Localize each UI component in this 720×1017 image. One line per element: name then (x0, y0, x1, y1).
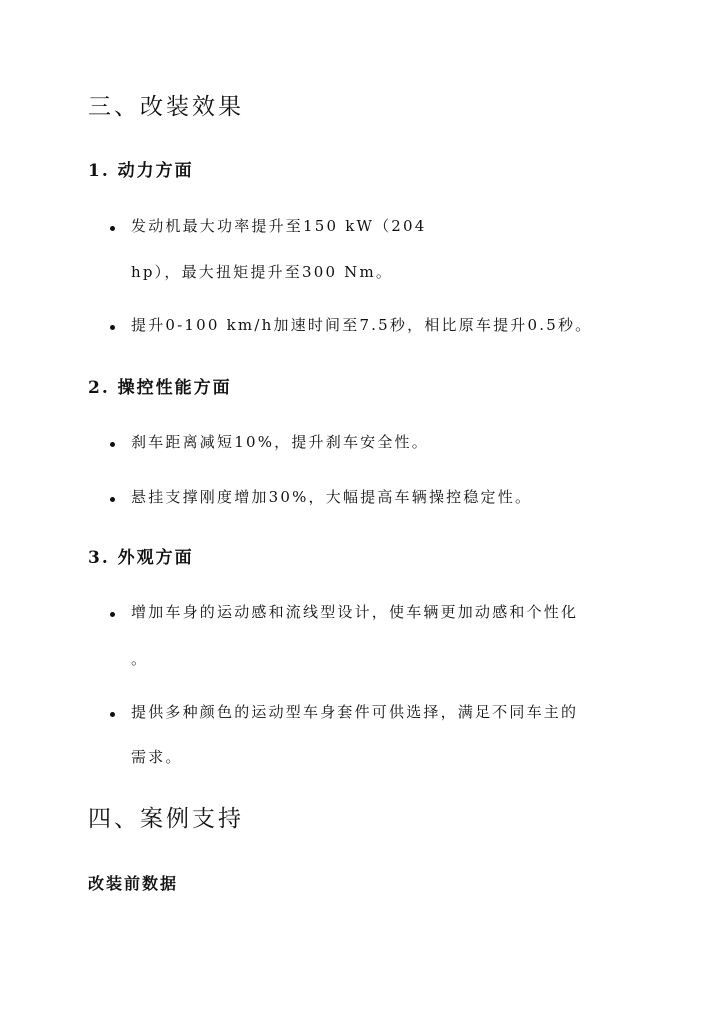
section-heading-3: 三、改装效果 (88, 94, 244, 120)
power-item-2: 提升0-100 km/h加速时间至7.5秒，相比原车提升0.5秒。 (131, 316, 593, 334)
bullet-dot (110, 612, 115, 617)
bullet-dot (110, 325, 115, 330)
power-item-1-line-1: 发动机最大功率提升至150 kW（204 (131, 217, 427, 235)
handling-item-1: 刹车距离减短10%，提升刹车安全性。 (131, 433, 429, 451)
appearance-item-1-line-1: 增加车身的运动感和流线型设计，使车辆更加动感和个性化 (131, 603, 579, 621)
bullet-dot (110, 226, 115, 231)
power-item-1-line-2: hp），最大扭矩提升至300 Nm。 (131, 263, 394, 281)
subheading-before-data: 改装前数据 (88, 874, 179, 893)
handling-item-2: 悬挂支撑刚度增加30%，大幅提高车辆操控稳定性。 (131, 488, 533, 506)
section-heading-4: 四、案例支持 (88, 806, 244, 832)
subheading-handling: 2. 操控性能方面 (88, 378, 232, 398)
subheading-appearance: 3. 外观方面 (88, 548, 194, 568)
bullet-dot (110, 497, 115, 502)
appearance-item-1-line-2: 。 (131, 650, 149, 668)
appearance-item-2-line-1: 提供多种颜色的运动型车身套件可供选择，满足不同车主的 (131, 703, 579, 721)
bullet-dot (110, 442, 115, 447)
subheading-power: 1. 动力方面 (88, 161, 194, 181)
appearance-item-2-line-2: 需求。 (131, 748, 183, 766)
bullet-dot (110, 712, 115, 717)
